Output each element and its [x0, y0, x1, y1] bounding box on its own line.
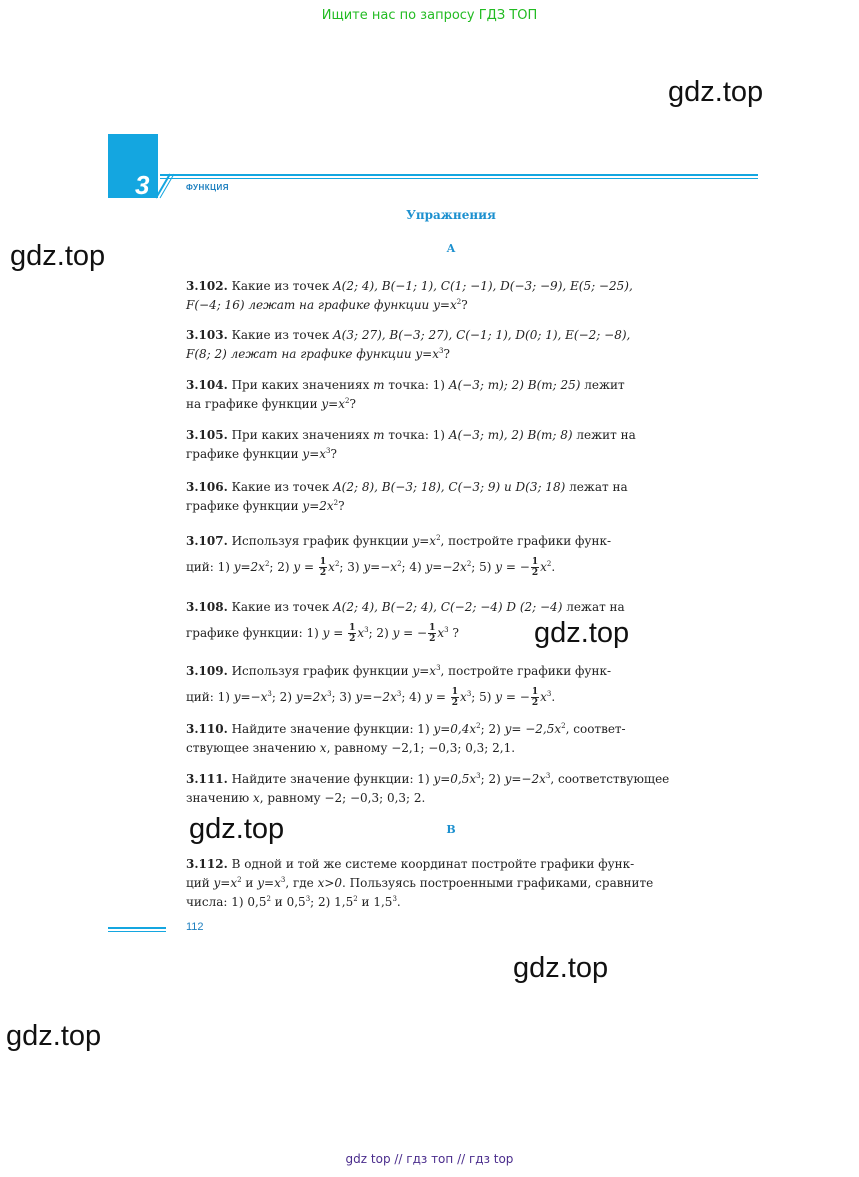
footer-rule	[108, 931, 166, 932]
exercise-3-108: 3.108. Какие из точек A(2; 4), B(−2; 4), C(−2; −4) D (2; −4) лежат на графике функции: 1) y = $\frac{1}{2}$ $x^3$; 2) y = − $\frac{1}{2}$ $x^3$ ?	[186, 600, 625, 644]
watermark: gdz.top	[534, 617, 630, 649]
exercise-3-102: 3.102. Какие из точек A(2; 4), B(−1; 1), C(1; −1), D(−3; −9), E(5; −25), F(−4; 16) лежат на графике функции $y=x^2$?	[186, 279, 633, 312]
exercise-3-111: 3.111. Найдите значение функции: 1) $y=0,5x^3$; 2) $y=-2x^3$, соответствующее значению x, равному −2; −0,3; 0,3; 2.	[186, 772, 670, 805]
footer-links[interactable]: gdz top // гдз топ // гдз top	[345, 1152, 514, 1166]
exercise-3-110: 3.110. Найдите значение функции: 1) $y=0,4x^2$; 2) $y= -2,5x^2$, соответ- ствующее значению x, равному −2,1; −0,3; 0,3; 2,1.	[186, 722, 626, 755]
exercise-3-109: 3.109. Используя график функции $y=x^3$, постройте графики функ- ций: 1) $y=-x^3$; 2) $y=2x^3$; 3) $y=-2x^3$; 4) y = $\frac{1}{2}$ $x^3$; 5) y = − $\frac{1}{2}$ $x^3$.	[186, 664, 612, 708]
top-banner: Ищите нас по запросу ГДЗ ТОП	[321, 8, 538, 23]
header-rule	[160, 178, 758, 179]
page-number: 112	[186, 921, 204, 933]
footer-rule	[108, 927, 166, 929]
chapter-number: 3	[135, 170, 150, 200]
exercise-3-112: 3.112. В одной и той же системе координат постройте графики функ- ций $y=x^2$ и $y=x^3$, где x>0. Пользуясь построенными графиками, сравните числа: 1) $0,5^2$ и $0,5^3$; 2) $1,5^2$ и $1,5^3$.	[186, 857, 654, 909]
group-b-label: В	[446, 823, 456, 836]
header-rule	[160, 174, 758, 176]
chapter-title: ФУНКЦИЯ	[186, 183, 230, 192]
exercise-3-107: 3.107. Используя график функции $y=x^2$, постройте графики функ- ций: 1) $y=2x^2$; 2) y = $\frac{1}{2}$ $x^2$; 3) $y=-x^2$; 4) $y=-2x^2$; 5) y = − $\frac{1}{2}$ $x^2$.	[186, 534, 612, 578]
exercise-3-105: 3.105. При каких значениях m точка: 1) A(−3; m), 2) B(m; 8) лежит на графике функции $y=x^3$?	[186, 428, 636, 461]
exercise-3-106: 3.106. Какие из точек A(2; 8), B(−3; 18), C(−3; 9) и D(3; 18) лежат на графике функции $y=2x^2$?	[186, 480, 628, 513]
section-title: Упражнения	[406, 208, 496, 222]
watermark: gdz.top	[668, 76, 764, 108]
watermark: gdz.top	[513, 952, 609, 984]
watermark: gdz.top	[6, 1020, 102, 1052]
watermark: gdz.top	[10, 240, 106, 272]
watermark: gdz.top	[189, 813, 285, 845]
group-a-label: А	[446, 242, 456, 255]
exercise-3-103: 3.103. Какие из точек A(3; 27), B(−3; 27), C(−1; 1), D(0; 1), E(−2; −8), F(8; 2) лежат на графике функции $y=x^3$?	[186, 328, 631, 361]
exercise-3-104: 3.104. При каких значениях m точка: 1) A(−3; m); 2) B(m; 25) лежит на графике функции $y=x^2$?	[186, 378, 625, 411]
header-slash	[150, 168, 180, 200]
